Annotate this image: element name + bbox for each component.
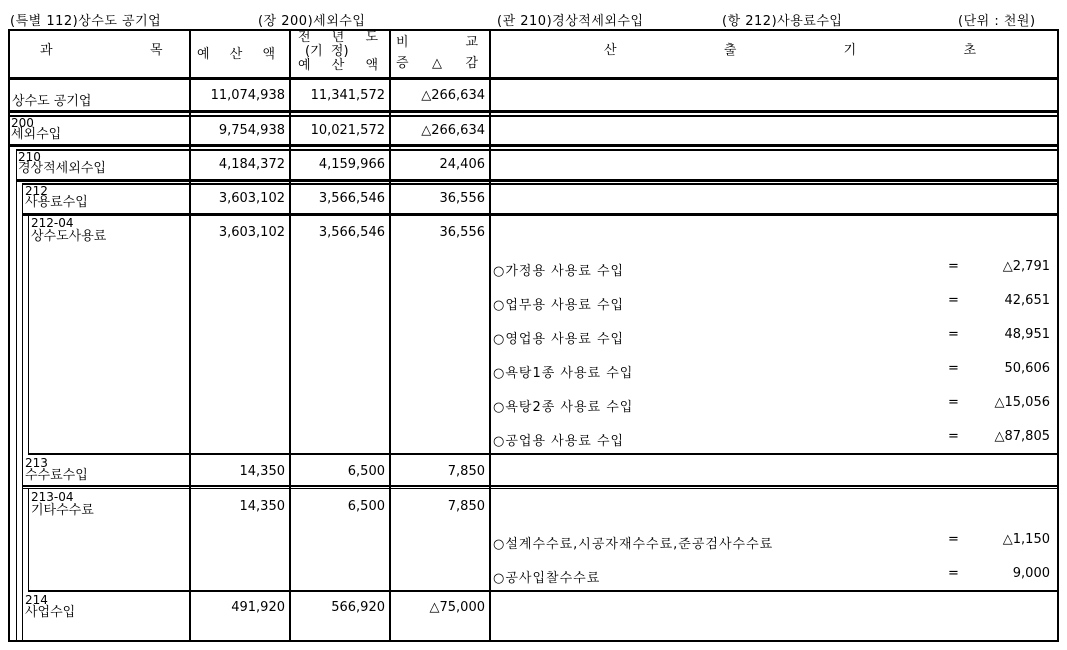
- row8-diff: △75,000: [429, 600, 485, 615]
- calc-val-2: 42,651: [1004, 293, 1050, 308]
- col-prev-l1-c2: 년: [331, 30, 345, 45]
- col-prev-line2: (기 정): [305, 44, 349, 59]
- row7-name: 기타수수료: [31, 503, 94, 518]
- col-subject-b: 목: [150, 43, 163, 58]
- calc-item-8: ○공사입찰수수료: [493, 571, 601, 586]
- row6-diff: 7,850: [447, 464, 485, 479]
- calc-item-7: ○설계수수료,시공자재수수료,준공검사수수료: [493, 537, 774, 552]
- calc-eq-8: =: [948, 566, 959, 581]
- row2-name: 세외수입: [11, 127, 62, 142]
- row8-code: 214: [25, 593, 48, 607]
- calc-eq-1: =: [948, 259, 959, 274]
- row5-budget: 3,603,102: [218, 225, 285, 240]
- row1-budget: 11,074,938: [210, 88, 285, 103]
- calc-eq-6: =: [948, 429, 959, 444]
- row4-prev: 3,566,546: [318, 191, 385, 206]
- calc-eq-3: =: [948, 327, 959, 342]
- col-basis: [604, 44, 976, 58]
- col-prev-line3: [298, 59, 378, 73]
- row4-diff: 36,556: [439, 191, 485, 206]
- row8-name: 사업수입: [25, 605, 76, 620]
- calc-val-5: △15,056: [994, 395, 1050, 410]
- col-prev-l3-c2: 산: [331, 58, 345, 73]
- calc-val-3: 48,951: [1004, 327, 1050, 342]
- col-basis-c4: 초: [963, 43, 976, 58]
- row3-diff: 24,406: [439, 157, 485, 172]
- col-diff-line2: [396, 57, 478, 71]
- row1-prev: 11,341,572: [310, 88, 385, 103]
- col-budget: [197, 48, 275, 62]
- row5-name: 상수도사용료: [31, 229, 107, 244]
- calc-eq-4: =: [948, 361, 959, 376]
- row4-name: 사용료수입: [25, 195, 88, 210]
- col-basis-c2: 출: [723, 43, 737, 58]
- row6-name: 수수료수입: [25, 468, 88, 483]
- col-diff-l2-c2: △: [432, 56, 442, 71]
- item-title: (항 212)사용료수입: [722, 14, 843, 29]
- row7-budget: 14,350: [239, 499, 285, 514]
- section-title: (장 200)세외수입: [258, 14, 366, 29]
- col-budget-c1: 예: [197, 47, 210, 62]
- row3-code: 210: [18, 150, 41, 164]
- row3-budget: 4,184,372: [218, 157, 285, 172]
- calc-item-3: ○영업용 사용료 수입: [493, 332, 625, 347]
- row5-prev: 3,566,546: [318, 225, 385, 240]
- row7-code: 213-04: [31, 490, 74, 504]
- row2-prev: 10,021,572: [310, 123, 385, 138]
- col-diff-l1-c1: 비: [396, 35, 409, 50]
- calc-eq-2: =: [948, 293, 959, 308]
- col-basis-c1: 산: [604, 43, 617, 58]
- col-diff-l2-c3: 감: [465, 56, 478, 71]
- row6-prev: 6,500: [347, 464, 385, 479]
- row4-budget: 3,603,102: [218, 191, 285, 206]
- col-prev-l3-c1: 예: [298, 58, 311, 73]
- row2-code: 200: [11, 116, 34, 130]
- calc-val-1: △2,791: [1002, 259, 1050, 274]
- unit-label: (단위 : 천원): [958, 14, 1036, 29]
- calc-val-6: △87,805: [994, 429, 1050, 444]
- row7-prev: 6,500: [347, 499, 385, 514]
- calc-item-4: ○욕탕1종 사용료 수입: [493, 366, 634, 381]
- calc-val-8: 9,000: [1012, 566, 1050, 581]
- col-prev-l1-c1: 전: [298, 30, 311, 45]
- calc-val-4: 50,606: [1004, 361, 1050, 376]
- row5-code: 212-04: [31, 216, 74, 230]
- row6-budget: 14,350: [239, 464, 285, 479]
- row1-name: 상수도 공기업: [12, 94, 92, 109]
- calc-val-7: △1,150: [1002, 532, 1050, 547]
- row4-code: 212: [25, 184, 48, 198]
- calc-item-5: ○욕탕2종 사용료 수입: [493, 400, 634, 415]
- row2-diff: △266,634: [421, 123, 485, 138]
- chapter-title: (관 210)경상적세외수입: [497, 14, 644, 29]
- col-prev-line1: [298, 31, 378, 45]
- calc-item-6: ○공업용 사용료 수입: [493, 434, 625, 449]
- calc-item-1: ○가정용 사용료 수입: [493, 264, 625, 279]
- row1-diff: △266,634: [421, 88, 485, 103]
- calc-item-2: ○업무용 사용료 수입: [493, 298, 625, 313]
- col-basis-c3: 기: [843, 43, 857, 58]
- row2-budget: 9,754,938: [218, 123, 285, 138]
- col-diff-line1: [396, 36, 478, 50]
- row5-diff: 36,556: [439, 225, 485, 240]
- col-prev-l1-c3: 도: [365, 30, 378, 45]
- row6-code: 213: [25, 456, 48, 470]
- row7-diff: 7,850: [447, 499, 485, 514]
- calc-eq-7: =: [948, 532, 959, 547]
- row8-prev: 566,920: [331, 600, 385, 615]
- col-subject-a: 과: [40, 43, 53, 58]
- col-budget-c2: 산: [229, 47, 243, 62]
- calc-eq-5: =: [948, 395, 959, 410]
- row8-budget: 491,920: [231, 600, 285, 615]
- account-title: (특별 112)상수도 공기업: [10, 14, 162, 29]
- col-diff-l2-c1: 증: [396, 56, 409, 71]
- row3-prev: 4,159,966: [318, 157, 385, 172]
- row3-name: 경상적세외수입: [18, 161, 106, 176]
- col-diff-l1-c2: 교: [465, 35, 478, 50]
- col-budget-c3: 액: [262, 47, 275, 62]
- col-prev-l3-c3: 액: [365, 58, 378, 73]
